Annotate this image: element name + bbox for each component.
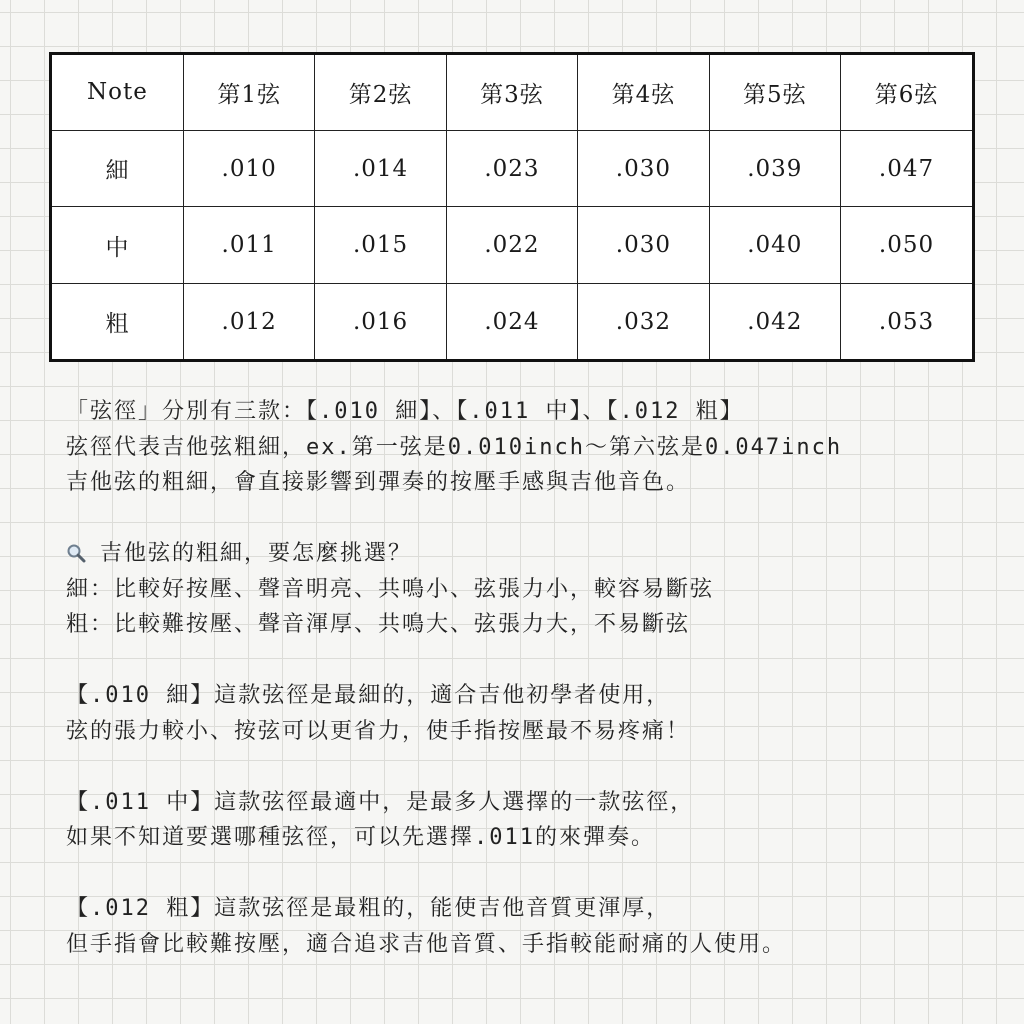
intro-line: 弦徑代表吉他弦粗細，ex.第一弦是0.010inch～第六弦是0.047inch	[66, 434, 843, 460]
intro-line: 「弦徑」分別有三款：【.010 細】、【.011 中】、【.012 粗】	[66, 399, 744, 424]
spacer	[66, 643, 966, 679]
table-cell: .012	[183, 284, 314, 359]
intro-line: 吉他弦的粗細，會直接影響到彈奏的按壓手感與吉他音色。	[66, 470, 691, 495]
table-cell: .050	[841, 207, 972, 284]
table-cell: .011	[183, 207, 314, 284]
table-cell: .030	[578, 130, 709, 207]
table-row-medium	[52, 207, 972, 284]
table-cell: .015	[315, 207, 446, 284]
choose-heading-line	[66, 536, 966, 572]
spacer	[66, 501, 966, 537]
thin-gauge-line: 弦的張力較小、按弦可以更省力，使手指按壓最不易疼痛！	[66, 718, 691, 744]
thick-gauge-line: 但手指會比較難按壓，適合追求吉他音質、手指較能耐痛的人使用。	[66, 931, 787, 957]
medium-gauge-line: 【.011 中】這款弦徑最適中，是最多人選擇的一款弦徑，	[66, 789, 695, 815]
magnifying-glass-icon	[66, 539, 86, 559]
table-cell: .014	[315, 130, 446, 207]
spacer	[66, 749, 966, 785]
row-label: 中	[52, 207, 183, 284]
thin-gauge-line: 【.010 細】這款弦徑是最細的，適合吉他初學者使用，	[66, 683, 671, 708]
table-cell: .042	[709, 284, 840, 359]
table-cell: .022	[446, 207, 577, 284]
header-string-3: 第3弦	[446, 55, 577, 130]
medium-gauge-line: 如果不知道要選哪種弦徑，可以先選擇.011的來彈奏。	[66, 825, 655, 850]
table-cell: .032	[578, 284, 709, 359]
gauge-table-container	[49, 52, 975, 362]
string-gauge-table	[52, 55, 972, 359]
table-cell: .010	[183, 130, 314, 207]
header-note: Note	[52, 55, 183, 130]
table-cell: .023	[446, 130, 577, 207]
table-cell: .016	[315, 284, 446, 359]
explanation-text	[66, 394, 966, 962]
header-string-1: 第1弦	[183, 55, 314, 130]
thick-gauge-line: 【.012 粗】這款弦徑是最粗的，能使吉他音質更渾厚，	[66, 896, 671, 921]
header-string-4: 第4弦	[578, 55, 709, 130]
spacer	[66, 856, 966, 892]
table-row-thin	[52, 130, 972, 207]
table-cell: .047	[841, 130, 972, 207]
row-label: 粗	[52, 284, 183, 359]
table-row-thick	[52, 284, 972, 359]
thin-summary-line: 細：比較好按壓、聲音明亮、共鳴小、弦張力小，較容易斷弦	[66, 576, 715, 602]
table-cell: .053	[841, 284, 972, 359]
header-string-5: 第5弦	[709, 55, 840, 130]
table-cell: .024	[446, 284, 577, 359]
table-cell: .030	[578, 207, 709, 284]
table-cell: .039	[709, 130, 840, 207]
header-string-2: 第2弦	[315, 55, 446, 130]
choose-heading: 吉他弦的粗細，要怎麼挑選？	[100, 541, 413, 566]
thick-summary-line: 粗：比較難按壓、聲音渾厚、共鳴大、弦張力大，不易斷弦	[66, 612, 691, 637]
table-cell: .040	[709, 207, 840, 284]
row-label: 細	[52, 130, 183, 207]
header-string-6: 第6弦	[841, 55, 972, 130]
table-header-row	[52, 55, 972, 130]
